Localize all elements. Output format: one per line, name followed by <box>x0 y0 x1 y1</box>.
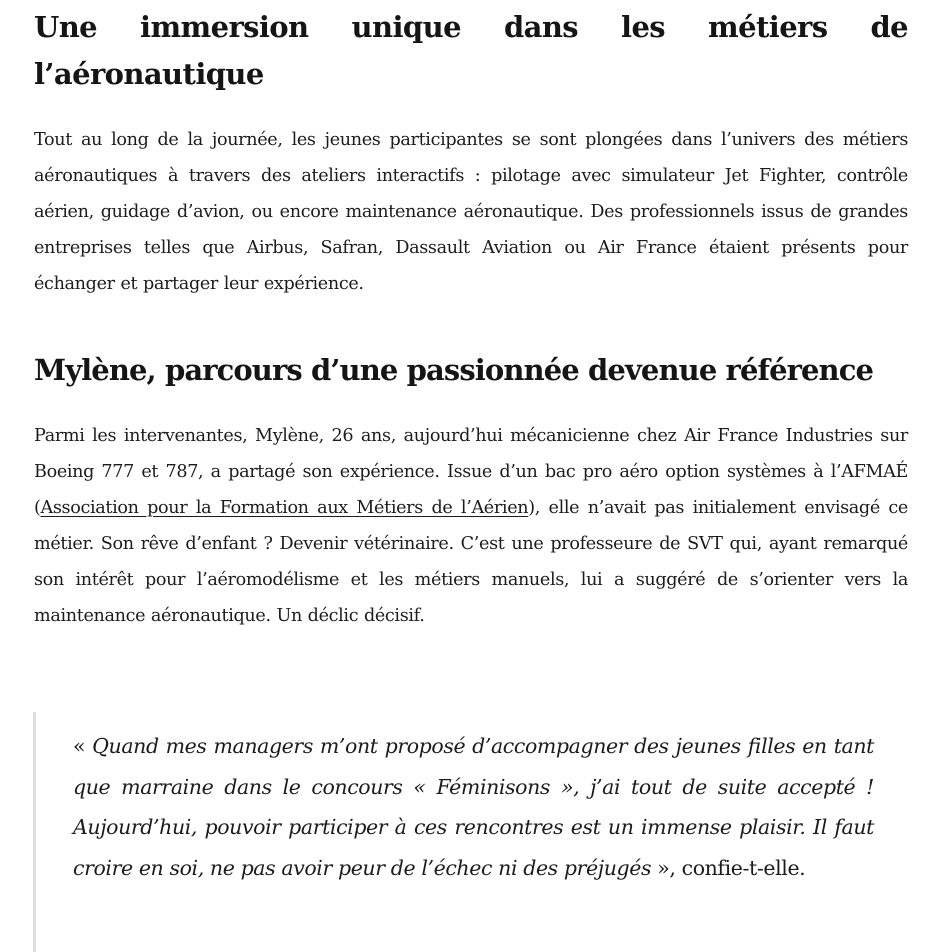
section-title-immersion <box>34 4 908 98</box>
paragraph-text-before-link: Parmi les intervenantes, Mylène, 26 ans, aujourd’hui mécanicienne chez Air France Industries sur Boeing 777 et 787, a partagé son expérience. Issue d’un bac pro aéro option systèmes à l’AFMAÉ ( <box>34 426 908 518</box>
testimonial-blockquote <box>33 712 877 952</box>
quote-body: Quand mes managers m’ont proposé d’accompagner des jeunes filles en tant que marraine dans le concours « Féminisons », j’ai tout de suite accepté ! Aujourd’hui, pouvoir participer à ces rencontres est un immense plaisir. Il faut croire en soi, ne pas avoir peur de l’échec ni des préjugés <box>73 734 874 880</box>
paragraph-mylene <box>34 418 908 634</box>
quote-close-mark: » <box>651 855 670 880</box>
paragraph-immersion: Tout au long de la journée, les jeunes participantes se sont plongées dans l’univers des métiers aéronautiques à travers des ateliers interactifs : pilotage avec simulateur Jet Fighter, contrôle aérien, guidage d’avion, ou encore maintenance aéronautique. Des professionnels issus de grandes entreprises telles que Airbus, Safran, Dassault Aviation ou Air France étaient présents pour échanger et partager leur expérience. <box>34 130 908 294</box>
section-title-mylene: Mylène, parcours d’une passionnée devenue référence <box>34 353 874 387</box>
section-title-line-2: l’aéronautique <box>34 57 264 91</box>
section-title-line-1: Une immersion unique dans les métiers de <box>34 10 908 44</box>
quote-open-mark: « <box>73 734 93 758</box>
quote-text <box>73 726 874 888</box>
paragraph-text-after-link: ), elle n’avait pas initialement envisagé ce métier. Son rêve d’enfant ? Devenir vétérinaire. C’est une professeure de SVT qui, ayant remarqué son intérêt pour l’aéromodélisme et les métiers manuels, lui a suggéré de s’orienter vers la maintenance aéronautique. Un déclic décisif. <box>34 498 908 626</box>
afmae-link[interactable]: Association pour la Formation aux Métiers de l’Aérien <box>40 498 529 518</box>
quote-attribution: , confie-t-elle. <box>669 855 806 880</box>
